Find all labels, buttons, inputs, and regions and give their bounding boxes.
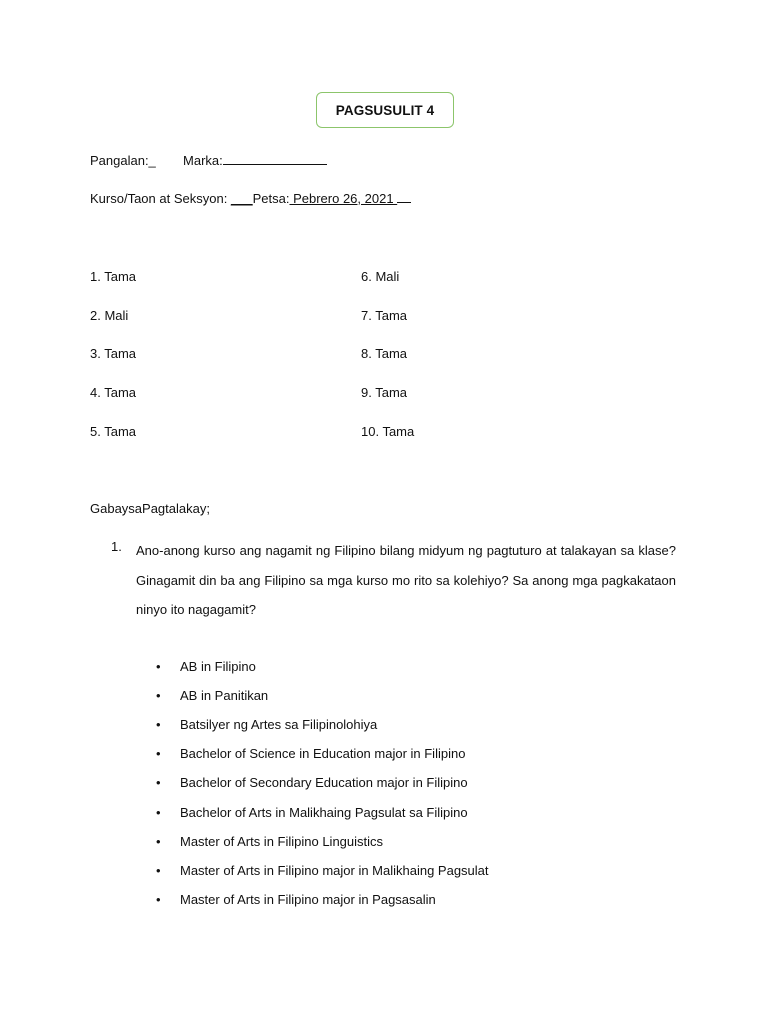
bullet-icon: • — [156, 804, 161, 820]
bullet-icon: • — [156, 688, 161, 704]
bullet-icon: • — [156, 717, 161, 733]
question-text: Ano-anong kurso ang nagamit ng Filipino bilang midyum ng pagtuturo at talakayan sa klase? Ginagamit din ba ang Filipino sa mga kurso mo rito sa kolehiyo? Sa anong mga pagkakataon ninyo ito nagagamit? — [136, 543, 676, 617]
name-score-line — [90, 153, 327, 168]
list-item-text: Bachelor of Arts in Malikhaing Pagsulat sa Filipino — [180, 804, 468, 820]
list-item — [156, 710, 489, 739]
bullet-icon: • — [156, 746, 161, 762]
list-item-text: Bachelor of Secondary Education major in Filipino — [180, 775, 468, 791]
name-label: Pangalan:_ — [90, 153, 156, 168]
question-number: 1. — [111, 539, 122, 554]
score-blank — [223, 153, 327, 165]
guide-heading: GabaysaPagtalakay; — [90, 501, 210, 516]
list-item — [156, 827, 489, 856]
answer-item: 6. Mali — [361, 269, 400, 284]
list-item-text: Bachelor of Science in Education major in Filipino — [180, 746, 466, 762]
score-label: Marka: — [183, 153, 223, 168]
bullet-icon: • — [156, 659, 161, 675]
answer-item: 9. Tama — [361, 385, 408, 400]
list-item-text: Master of Arts in Filipino Linguistics — [180, 833, 384, 849]
answer-item: 3. Tama — [90, 346, 137, 361]
answer-item: 2. Mali — [90, 308, 129, 323]
list-item — [156, 739, 489, 768]
bullet-icon: • — [156, 862, 161, 878]
answer-item: 1. Tama — [90, 269, 137, 284]
list-item-text: Master of Arts in Filipino major in Malikhaing Pagsulat — [180, 862, 489, 878]
answer-item: 8. Tama — [361, 346, 408, 361]
list-item-text: AB in Filipino — [180, 659, 256, 675]
list-item-text: Batsilyer ng Artes sa Filipinolohiya — [180, 717, 378, 733]
list-item — [156, 885, 489, 914]
course-blank: ___ — [230, 191, 253, 206]
list-item — [156, 681, 489, 710]
date-value: Pebrero 26, 2021 — [289, 191, 398, 206]
list-item — [156, 652, 489, 681]
date-label: Petsa: — [252, 191, 290, 206]
quiz-title: PAGSUSULIT 4 — [316, 92, 454, 128]
answer-item: 10. Tama — [361, 424, 415, 439]
list-item — [156, 856, 489, 885]
list-item-text: Master of Arts in Filipino major in Pagsasalin — [180, 891, 436, 907]
course-date-line — [90, 191, 411, 206]
course-list — [156, 652, 489, 914]
list-item — [156, 768, 489, 797]
answer-item: 7. Tama — [361, 308, 408, 323]
bullet-icon: • — [156, 833, 161, 849]
list-item-text: AB in Panitikan — [180, 688, 269, 704]
date-blank — [397, 191, 411, 203]
answer-item: 5. Tama — [90, 424, 137, 439]
list-item — [156, 797, 489, 826]
bullet-icon: • — [156, 891, 161, 907]
answer-item: 4. Tama — [90, 385, 137, 400]
course-label: Kurso/Taon at Seksyon: — [90, 191, 231, 206]
bullet-icon: • — [156, 775, 161, 791]
